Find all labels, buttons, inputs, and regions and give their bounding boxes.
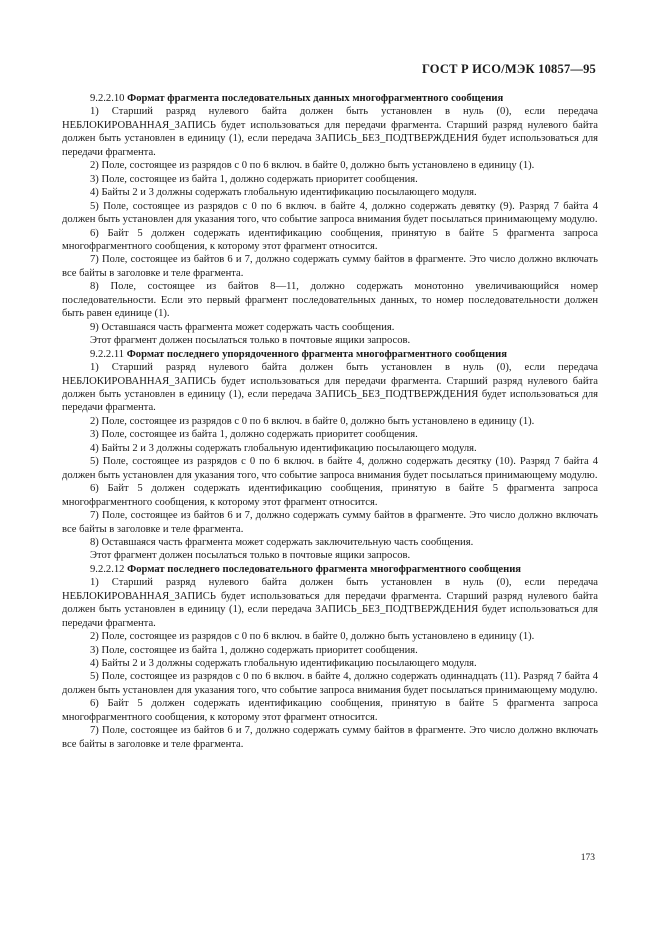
section-number: 9.2.2.11 [90, 348, 125, 360]
paragraph: 6) Байт 5 должен содержать идентификацию сообщения, принятую в байте 5 фрагмента запроса многофрагментного сообщения, к которому этот фрагмент относится. [62, 227, 598, 252]
paragraph: 8) Оставшаяся часть фрагмента может содержать заключительную часть сообщения. [90, 536, 474, 548]
section-heading [62, 92, 598, 105]
section-number: 9.2.2.12 [90, 563, 125, 575]
paragraph: 7) Поле, состоящее из байтов 6 и 7, должно содержать сумму байтов в фрагменте. Это число должно включать все байты в заголовке и теле фрагмента. [62, 510, 598, 535]
paragraph: 5) Поле, состоящее из разрядов с 0 по 6 включ. в байте 4, должно содержать одиннадцать (11). Разряд 7 байта 4 должен быть установлен для указания того, что событие запроса внимания будет посылаться принимающему модулю. [62, 671, 598, 696]
paragraph: Этот фрагмент должен посылаться только в почтовые ящики запросов. [90, 335, 411, 347]
paragraph: 3) Поле, состоящее из байта 1, должно содержать приоритет сообщения. [90, 429, 418, 441]
paragraph: 5) Поле, состоящее из разрядов с 0 по 6 включ. в байте 4, должно содержать девятку (9). Разряд 7 байта 4 должен быть установлен для указания того, что событие запроса внимания будет посылаться принимающему модулю. [62, 200, 598, 226]
paragraph: 7) Поле, состоящее из байтов 6 и 7, должно содержать сумму байтов в фрагменте. Это число должно включать все байты в заголовке и теле фрагмента. [62, 725, 598, 750]
paragraph: 4) Байты 2 и 3 должны содержать глобальную идентификацию посылающего модуля. [90, 658, 477, 670]
paragraph: 2) Поле, состоящее из разрядов с 0 по 6 включ. в байте 0, должно быть установлено в единицу (1). [90, 631, 535, 643]
section-heading [62, 348, 598, 361]
paragraph: 4) Байты 2 и 3 должны содержать глобальную идентификацию посылающего модуля. [90, 442, 477, 454]
paragraph: 5) Поле, состоящее из разрядов с 0 по 6 включ. в байте 4, должно содержать десятку (10). Разряд 7 байта 4 должен быть установлен для указания того, что событие запроса внимания будет посылаться принимающему модулю. [62, 456, 598, 481]
paragraph: 3) Поле, состоящее из байта 1, должно содержать приоритет сообщения. [90, 173, 418, 185]
section-heading [62, 563, 598, 576]
paragraph: 1) Старший разряд нулевого байта должен быть установлен в нуль (0), если передача НЕБЛОКИРОВАННАЯ_ЗАПИСЬ будет использоваться для передачи фрагмента. Старший разряд нулевого байта должен быть установлен в единицу (1), если передача ЗАПИСЬ_БЕЗ_ПОДТВЕРЖДЕНИЯ будет использоваться для передачи фрагмента. [62, 106, 598, 158]
section-number: 9.2.2.10 [90, 93, 125, 104]
paragraph: 2) Поле, состоящее из разрядов с 0 по 6 включ. в байте 0, должно быть установлено в единицу (1). [90, 160, 535, 172]
paragraph: 1) Старший разряд нулевого байта должен быть установлен в нуль (0), если передача НЕБЛОКИРОВАННАЯ_ЗАПИСЬ будет использоваться для передачи фрагмента. Старший разряд нулевого байта должен быть установлен в единицу (1), если передача ЗАПИСЬ_БЕЗ_ПОДТВЕРЖДЕНИЯ будет использоваться для передачи фрагмента. [62, 362, 598, 414]
paragraph: 1) Старший разряд нулевого байта должен быть установлен в нуль (0), если передача НЕБЛОКИРОВАННАЯ_ЗАПИСЬ будет использоваться для передачи фрагмента. Старший разряд нулевого байта должен быть установлен в единицу (1), если передача ЗАПИСЬ_БЕЗ_ПОДТВЕРЖДЕНИЯ будет использоваться для передачи фрагмента. [62, 577, 598, 629]
paragraph: 8) Поле, состоящее из байтов 8—11, должно содержать монотонно увеличивающийся номер последовательности. Если это первый фрагмент последовательных данных, то номер последовательности должен быть равен единице (1). [62, 281, 598, 320]
paragraph: 6) Байт 5 должен содержать идентификацию сообщения, принятую в байте 5 фрагмента запроса многофрагментного сообщения, к которому этот фрагмент относится. [62, 698, 598, 723]
paragraph: 2) Поле, состоящее из разрядов с 0 по 6 включ. в байте 0, должно быть установлено в единицу (1). [90, 415, 535, 427]
section-title: Формат последнего последовательного фрагмента многофрагментного сообщения [127, 563, 522, 575]
paragraph: 9) Оставшаяся часть фрагмента может содержать часть сообщения. [90, 321, 395, 333]
paragraph: Этот фрагмент должен посылаться только в почтовые ящики запросов. [90, 550, 411, 562]
paragraph: 3) Поле, состоящее из байта 1, должно содержать приоритет сообщения. [90, 644, 418, 656]
paragraph: 4) Байты 2 и 3 должны содержать глобальную идентификацию посылающего модуля. [90, 187, 477, 199]
paragraph: 6) Байт 5 должен содержать идентификацию сообщения, принятую в байте 5 фрагмента запроса многофрагментного сообщения, к которому этот фрагмент относится. [62, 483, 598, 508]
standard-header: ГОСТ Р ИСО/МЭК 10857—95 [421, 62, 596, 76]
section-title: Формат фрагмента последовательных данных многофрагментного сообщения [127, 93, 504, 104]
section-title: Формат последнего упорядоченного фрагмента многофрагментного сообщения [126, 348, 507, 360]
paragraph: 7) Поле, состоящее из байтов 6 и 7, должно содержать сумму байтов в фрагменте. Это число должно включать все байты в заголовке и теле фрагмента. [62, 254, 598, 279]
document-body [62, 92, 598, 751]
page-number: 173 [580, 853, 595, 863]
